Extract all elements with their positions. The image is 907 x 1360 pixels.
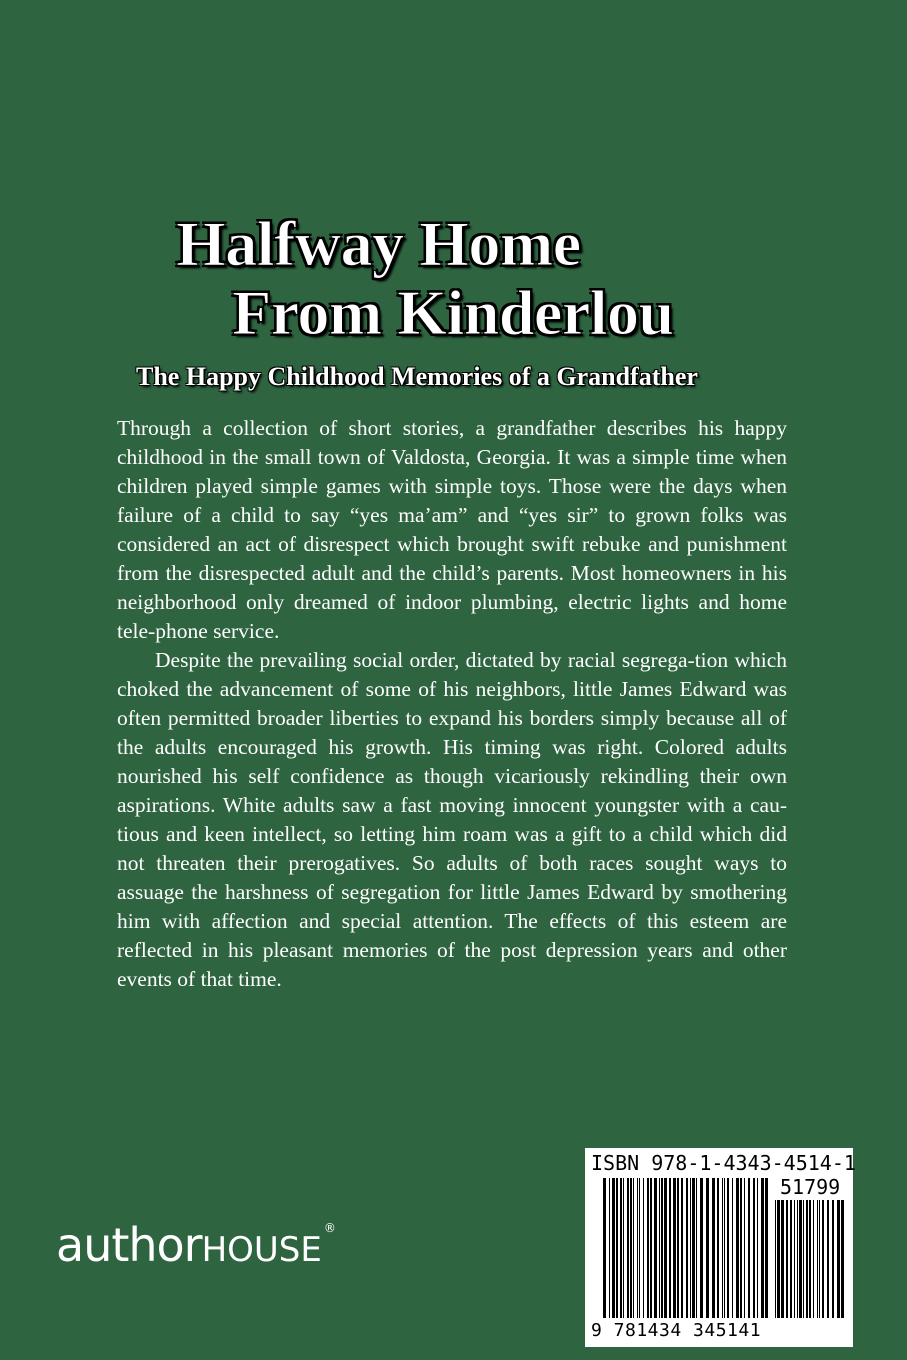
isbn-label: ISBN 978-1-4343-4514-1 <box>591 1151 856 1175</box>
barcode-bar <box>603 1178 606 1318</box>
barcode-bar <box>612 1178 615 1318</box>
barcode-bar <box>799 1200 802 1318</box>
title-line-1: Halfway Home <box>176 208 581 279</box>
barcode-bar <box>827 1200 829 1318</box>
barcode-bars <box>603 1178 771 1318</box>
barcode-bar <box>654 1178 657 1318</box>
barcode-bar <box>765 1178 768 1318</box>
barcode-bar <box>639 1178 640 1318</box>
price-code: 51799 <box>780 1175 841 1199</box>
barcode-bar <box>777 1200 780 1318</box>
barcode-bar <box>690 1178 691 1318</box>
isbn-barcode <box>585 1148 856 1347</box>
blurb-paragraph-2: Despite the prevailing social order, dictated by racial segrega-tion which choked the advancement of some of his neighbors, little James Edward was often permitted broader liberties to expand his borders simply because all of the adults encouraged his growth. His timing was right. Colored adults nourished his self confidence as though vicariously rekindling their own aspirations. White adults saw a fast moving innocent youngster with a cau-tious and keen intellect, so letting him roam was a gift to a child which did not threaten their prerogatives. So adults of both races sought ways to assuage the harshness of segregation for little James Edward by smothering him with affection and special attention. The effects of this esteem are reflected in his pleasant memories of the post depression years and other events of that time. <box>117 648 787 991</box>
barcode-bar <box>681 1178 683 1318</box>
barcode-bar <box>643 1178 644 1318</box>
barcode-digits: 9 781434 345141 <box>591 1320 762 1341</box>
barcode-bar <box>813 1200 814 1318</box>
barcode-bar <box>659 1178 660 1318</box>
barcode-bar <box>753 1178 755 1318</box>
barcode-addon-bars <box>775 1200 847 1318</box>
barcode-bar <box>781 1200 784 1318</box>
barcode-bar <box>794 1200 795 1318</box>
barcode-bar <box>661 1178 663 1318</box>
barcode-bar <box>650 1178 652 1318</box>
barcode-bar <box>748 1178 750 1318</box>
barcode-bar <box>669 1178 671 1318</box>
barcode-bar <box>727 1178 729 1318</box>
barcode-bar <box>817 1200 818 1318</box>
barcode-bar <box>686 1178 688 1318</box>
publisher-logo <box>56 1218 335 1272</box>
barcode-bar <box>633 1178 634 1318</box>
subtitle: The Happy Childhood Memories of a Grandfather <box>136 362 698 391</box>
barcode-bar <box>722 1178 723 1318</box>
publisher-name-part-1: author <box>56 1218 202 1272</box>
barcode-bar <box>832 1200 834 1318</box>
barcode-bar <box>809 1200 811 1318</box>
barcode-bar <box>740 1178 742 1318</box>
barcode-bar <box>732 1178 733 1318</box>
barcode-bar <box>647 1178 649 1318</box>
barcode-bar <box>717 1178 719 1318</box>
barcode-bar <box>616 1178 618 1318</box>
barcode-bar <box>696 1178 697 1318</box>
barcode-bar <box>822 1200 824 1318</box>
barcode-bar <box>819 1200 820 1318</box>
barcode-bar <box>806 1200 808 1318</box>
barcode-bar <box>609 1178 610 1318</box>
barcode-bar <box>706 1178 709 1318</box>
barcode-bar <box>757 1178 758 1318</box>
barcode-bar <box>623 1178 624 1318</box>
barcode-bar <box>700 1178 703 1318</box>
barcode-bar <box>837 1200 840 1318</box>
barcode-bar <box>744 1178 745 1318</box>
barcode-bar <box>775 1200 776 1318</box>
barcode-bar <box>724 1178 725 1318</box>
barcode-bar <box>664 1178 667 1318</box>
registered-mark: ® <box>323 1221 335 1235</box>
barcode-bar <box>797 1200 798 1318</box>
barcode-bar <box>637 1178 638 1318</box>
barcode-bar <box>736 1178 739 1318</box>
barcode-bar <box>673 1178 676 1318</box>
blurb <box>117 414 787 994</box>
barcode-bar <box>712 1178 715 1318</box>
barcode-bar <box>786 1200 788 1318</box>
barcode-bar <box>790 1200 792 1318</box>
barcode-bar <box>803 1200 804 1318</box>
barcode-bar <box>630 1178 632 1318</box>
barcode-bar <box>677 1178 679 1318</box>
barcode-bar <box>841 1200 844 1318</box>
title-line-2: From Kinderlou <box>232 277 674 348</box>
publisher-name-part-2: HOUSE <box>201 1230 322 1270</box>
barcode-bar <box>761 1178 764 1318</box>
barcode-bar <box>627 1178 629 1318</box>
blurb-paragraph-1: Through a collection of short stories, a grandfather describes his happy childhood in the small town of Valdosta, Georgia. It was a simple time when children played simple games with simple toys. Those were the days when failure of a child to say “yes ma’am” and “yes sir” to grown folks was considered an act of disrespect which brought swift rebuke and punishment from the disrespected adult and the child’s parents. Most homeowners in his neighborhood only dreamed of indoor plumbing, electric lights and home tele-phone service. <box>117 416 787 643</box>
barcode-bar <box>692 1178 695 1318</box>
barcode-bar <box>620 1178 622 1318</box>
